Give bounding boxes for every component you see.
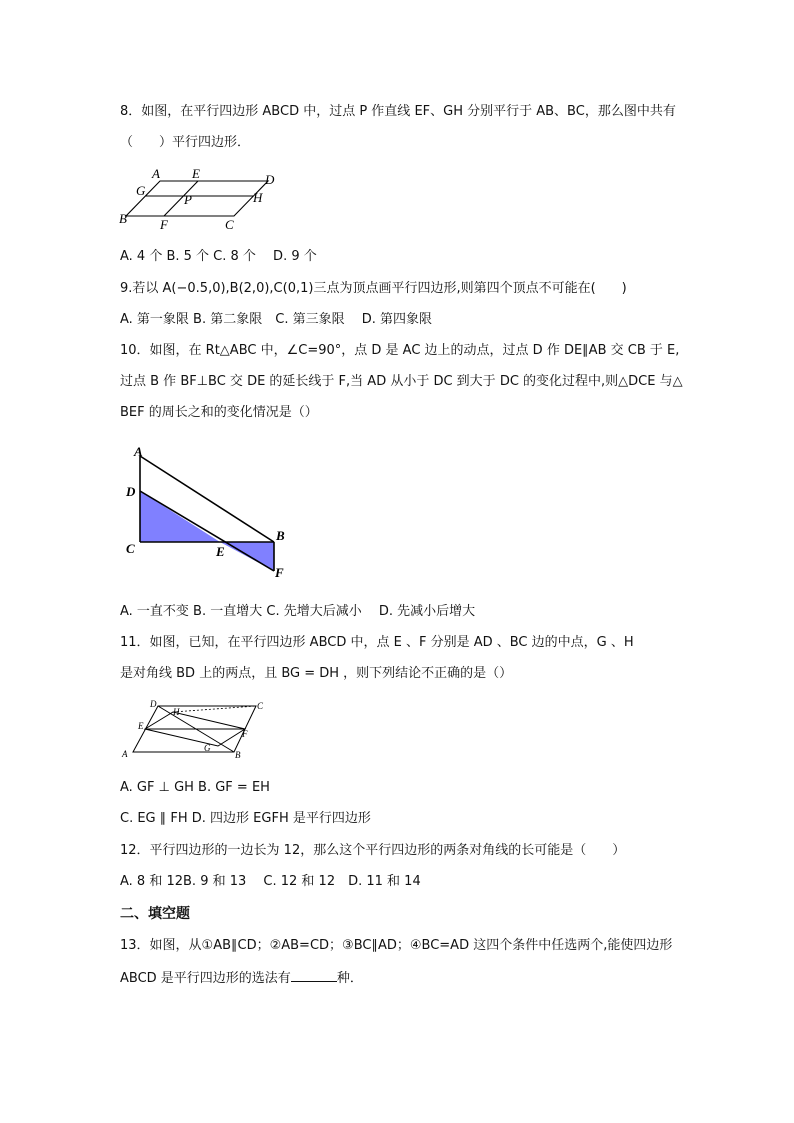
q11-stem-line2: 是对角线 BD 上的两点，且 BG = DH ，则下列结论不正确的是（）: [120, 666, 513, 681]
q13-stem-line2: [120, 967, 363, 989]
q10-label-A: A: [134, 444, 143, 459]
q8-label-E: E: [192, 166, 200, 181]
q11-label-A: A: [122, 749, 128, 759]
q12-stem: 12．平行四边形的一边长为 12，那么这个平行四边形的两条对角线的长可能是（ ）: [120, 843, 626, 858]
q9-stem: 9.若以 A(−0.5,0),B(2,0),C(0,1)三点为顶点画平行四边形,则第四个顶点不可能在( ): [120, 281, 627, 296]
q13-stem-suffix: 种．: [336, 971, 363, 986]
q13-stem-prefix: ABCD 是平行四边形的选法有: [120, 971, 291, 986]
q10-stem-line1: 10．如图，在 Rt△ABC 中，∠C=90°，点 D 是 AC 边上的动点，过点 D 作 DE∥AB 交 CB 于 E,: [120, 343, 680, 358]
q8-label-P: P: [184, 192, 192, 207]
q9-options: A. 第一象限 B. 第二象限 C. 第三象限 D. 第四象限: [120, 312, 432, 327]
q13-answer-blank: [291, 967, 337, 982]
q11-option-cd: C. EG ∥ FH D. 四边形 EGFH 是平行四边形: [120, 811, 371, 826]
q10-label-D: D: [126, 484, 136, 499]
q10-label-E: E: [216, 544, 225, 559]
q13-stem-line1: 13．如图，从①AB∥CD；②AB=CD；③BC∥AD；④BC=AD 这四个条件中任选两个,能使四边形: [120, 938, 673, 953]
q10-stem-line2: 过点 B 作 BF⊥BC 交 DE 的延长线于 F,当 AD 从小于 DC 到大于 DC 的变化过程中,则△DCE 与△: [120, 374, 683, 389]
q8-stem-line1: 8．如图，在平行四边形 ABCD 中，过点 P 作直线 EF、GH 分别平行于 AB、BC，那么图中共有: [120, 104, 676, 119]
q8-options: A. 4 个 B. 5 个 C. 8 个 D. 9 个: [120, 249, 317, 264]
q11-parallelogram-figure: [118, 698, 278, 758]
q8-label-G: G: [136, 183, 146, 198]
q8-label-B: B: [119, 211, 127, 226]
q8-parallelogram-figure: [118, 166, 278, 232]
q10-label-B: B: [276, 528, 285, 543]
section-heading-fill-in: 二、填空题: [120, 906, 190, 922]
q12-options: A. 8 和 12B. 9 和 13 C. 12 和 12 D. 11 和 14: [120, 874, 421, 889]
q8-label-C: C: [225, 217, 234, 232]
q11-label-C: C: [257, 701, 264, 711]
q10-label-C: C: [126, 541, 135, 556]
q8-label-A: A: [152, 166, 160, 181]
q8-label-D: D: [265, 172, 275, 187]
q11-label-H: H: [173, 707, 180, 717]
q8-label-F: F: [160, 217, 168, 232]
q11-option-ab: A. GF ⊥ GH B. GF = EH: [120, 780, 270, 795]
q8-stem-line2: （ ）平行四边形．: [120, 135, 251, 150]
q10-stem-line3: BEF 的周长之和的变化情况是（）: [120, 405, 318, 420]
q11-label-E: E: [138, 721, 144, 731]
q11-stem-line1: 11．如图，已知，在平行四边形 ABCD 中，点 E 、F 分别是 AD 、BC 边的中点，G 、H: [120, 635, 634, 650]
q10-triangle-figure: [122, 444, 302, 584]
q11-label-D: D: [150, 699, 157, 709]
q10-label-F: F: [275, 565, 284, 580]
q11-label-F: F: [242, 729, 248, 739]
q8-label-H: H: [253, 190, 263, 205]
q11-label-B: B: [235, 750, 241, 760]
q11-label-G: G: [204, 743, 211, 753]
q10-options: A. 一直不变 B. 一直增大 C. 先增大后减小 D. 先减小后增大: [120, 604, 476, 619]
